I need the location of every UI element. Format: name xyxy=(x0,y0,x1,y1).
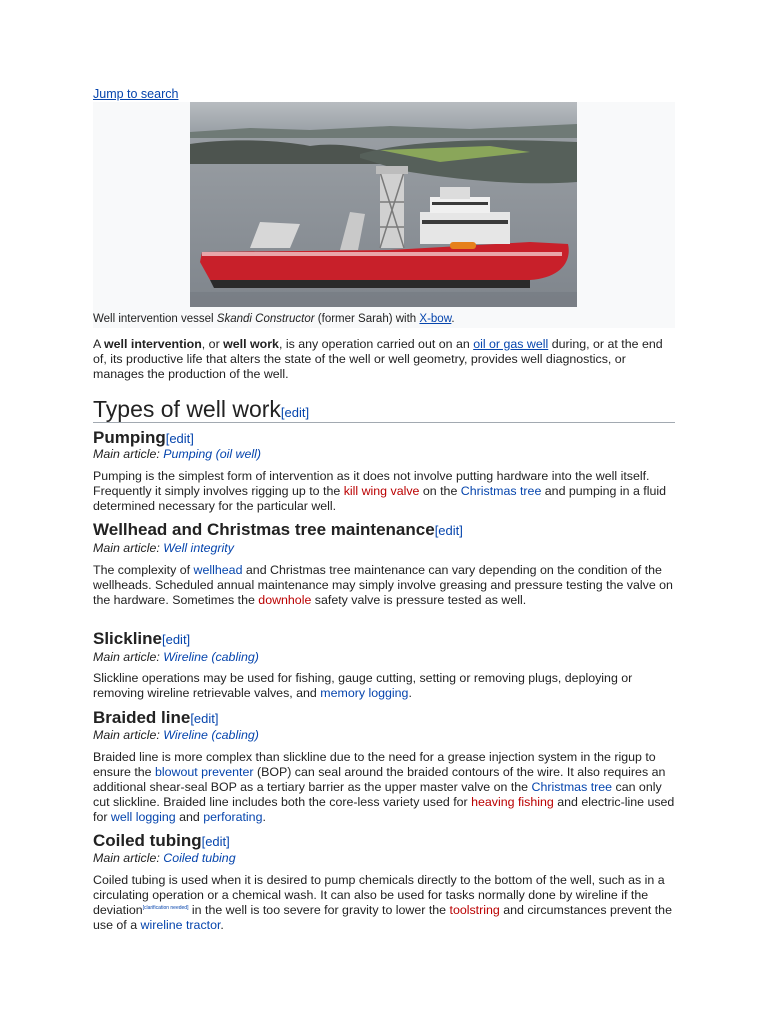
christmas-tree-link[interactable]: Christmas tree xyxy=(531,780,613,794)
text: , or xyxy=(201,337,224,351)
wellhead-paragraph xyxy=(93,563,675,608)
slickline-paragraph xyxy=(93,671,675,701)
heaving-fishing-link[interactable]: heaving fishing xyxy=(471,795,554,809)
text: can only cut slickline. Braided line includes both the core-less variety used for xyxy=(93,780,662,809)
text: and electric-line used for xyxy=(93,795,675,824)
braided-paragraph xyxy=(93,750,675,825)
figure-box xyxy=(93,102,675,328)
caption-ship-name: Skandi Constructor xyxy=(216,313,315,325)
bold-term: well intervention xyxy=(104,337,202,351)
text: Coiled tubing is used when it is desired to pump chemicals directly to the bottom of the well, such as in a circulating operation or a chemical wash. It can also be used for tasks normally done by wireline if the deviation xyxy=(93,873,665,917)
hatnote-label: Main article: xyxy=(93,447,164,461)
wireline-tractor-link[interactable]: wireline tractor xyxy=(140,918,221,932)
intro-paragraph xyxy=(93,337,675,382)
edit-link[interactable]: [edit] xyxy=(161,632,191,647)
coiled-main-article xyxy=(93,851,675,866)
text: The complexity of xyxy=(93,563,194,577)
kill-wing-valve-link[interactable]: kill wing valve xyxy=(343,484,420,498)
edit-link[interactable]: [edit] xyxy=(280,405,310,420)
text: A xyxy=(93,337,105,351)
text: during, or at the end of, its productive life that alters the state of the well or well geometry, provides well diagnostics, or manages the production of the well. xyxy=(93,337,663,381)
edit-link[interactable]: [edit] xyxy=(434,523,463,538)
text: , is any operation carried out on an xyxy=(278,337,474,351)
text: Braided line is more complex than slickline due to the need for a grease injection system in the rigup to ensure the xyxy=(93,750,656,779)
heading-text: Types of well work xyxy=(93,396,281,422)
christmas-tree-link[interactable]: Christmas tree xyxy=(460,484,542,498)
slickline-heading xyxy=(93,629,675,650)
text: Pumping is the simplest form of intervention as it does not involve putting hardware into the well itself. Frequently it simply involves rigging up to the xyxy=(93,469,650,498)
heading-text: Braided line xyxy=(93,708,191,727)
wellhead-main-article xyxy=(93,541,675,556)
caption-text: (former Sarah) with xyxy=(314,313,420,325)
x-bow-link[interactable]: X-bow xyxy=(419,313,452,325)
text: and Christmas tree maintenance can vary depending on the condition of the wellheads. Scheduled annual maintenance may simply involve greasing and pressure testing the valve on the hardware. Sometimes the xyxy=(93,563,673,607)
hatnote-label: Main article: xyxy=(93,541,164,555)
figure-caption xyxy=(93,313,455,325)
text: and pumping in a fluid determined necessary for the particular well. xyxy=(93,484,667,513)
edit-link[interactable]: [edit] xyxy=(201,834,230,849)
heading-rule xyxy=(93,422,675,423)
memory-logging-link[interactable]: memory logging xyxy=(320,686,409,700)
text: on the xyxy=(419,484,461,498)
pumping-main-article xyxy=(93,447,675,462)
edit-link[interactable]: [edit] xyxy=(190,711,219,726)
text: and circumstances prevent the use of a xyxy=(93,903,672,932)
text: in the well is too severe for gravity to lower the xyxy=(188,903,450,917)
wellhead-link[interactable]: wellhead xyxy=(193,563,243,577)
text: Slickline operations may be used for fishing, gauge cutting, setting or removing plugs, deploying or removing wireline retrievable valves, and xyxy=(93,671,633,700)
oil-gas-well-link[interactable]: oil or gas well xyxy=(473,337,549,351)
slickline-main-article xyxy=(93,650,675,665)
bold-term: well work xyxy=(223,337,279,351)
hatnote-label: Main article: xyxy=(93,851,164,865)
perforating-link[interactable]: perforating xyxy=(203,810,263,824)
text: and xyxy=(175,810,204,824)
text: safety valve is pressure tested as well. xyxy=(311,593,527,607)
braided-main-article xyxy=(93,728,675,743)
heading-text: Pumping xyxy=(93,428,166,447)
main-article-link[interactable]: Wireline (cabling) xyxy=(163,728,259,742)
text: . xyxy=(262,810,266,824)
pumping-paragraph xyxy=(93,469,675,514)
main-article-link[interactable]: Pumping (oil well) xyxy=(163,447,262,461)
main-article-link[interactable]: Coiled tubing xyxy=(163,851,236,865)
caption-text: Well intervention vessel xyxy=(93,313,217,325)
wellhead-heading xyxy=(93,520,675,541)
coiled-heading xyxy=(93,831,675,852)
main-article-link[interactable]: Wireline (cabling) xyxy=(163,650,259,664)
heading-text: Coiled tubing xyxy=(93,831,202,850)
caption-text: . xyxy=(451,313,455,325)
braided-heading xyxy=(93,708,675,729)
text: (BOP) can seal around the braided contours of the wire. It also requires an additional shear-seal BOP as a tertiary barrier as the upper master valve on the xyxy=(93,765,666,794)
vessel-image[interactable] xyxy=(190,102,577,307)
heading-text: Wellhead and Christmas tree maintenance xyxy=(93,520,435,539)
main-article-link[interactable]: Well integrity xyxy=(163,541,234,555)
toolstring-link[interactable]: toolstring xyxy=(449,903,500,917)
pumping-heading xyxy=(93,428,675,449)
hatnote-label: Main article: xyxy=(93,650,164,664)
heading-text: Slickline xyxy=(93,629,162,648)
text: . xyxy=(408,686,412,700)
coiled-paragraph xyxy=(93,873,675,933)
text: . xyxy=(220,918,224,932)
clarification-needed-link[interactable]: [clarification needed] xyxy=(142,904,189,911)
edit-link[interactable]: [edit] xyxy=(165,431,194,446)
blowout-preventer-link[interactable]: blowout preventer xyxy=(155,765,254,779)
hatnote-label: Main article: xyxy=(93,728,164,742)
downhole-link[interactable]: downhole xyxy=(258,593,312,607)
jump-to-search-link[interactable]: Jump to search xyxy=(93,87,179,101)
well-logging-link[interactable]: well logging xyxy=(110,810,176,824)
